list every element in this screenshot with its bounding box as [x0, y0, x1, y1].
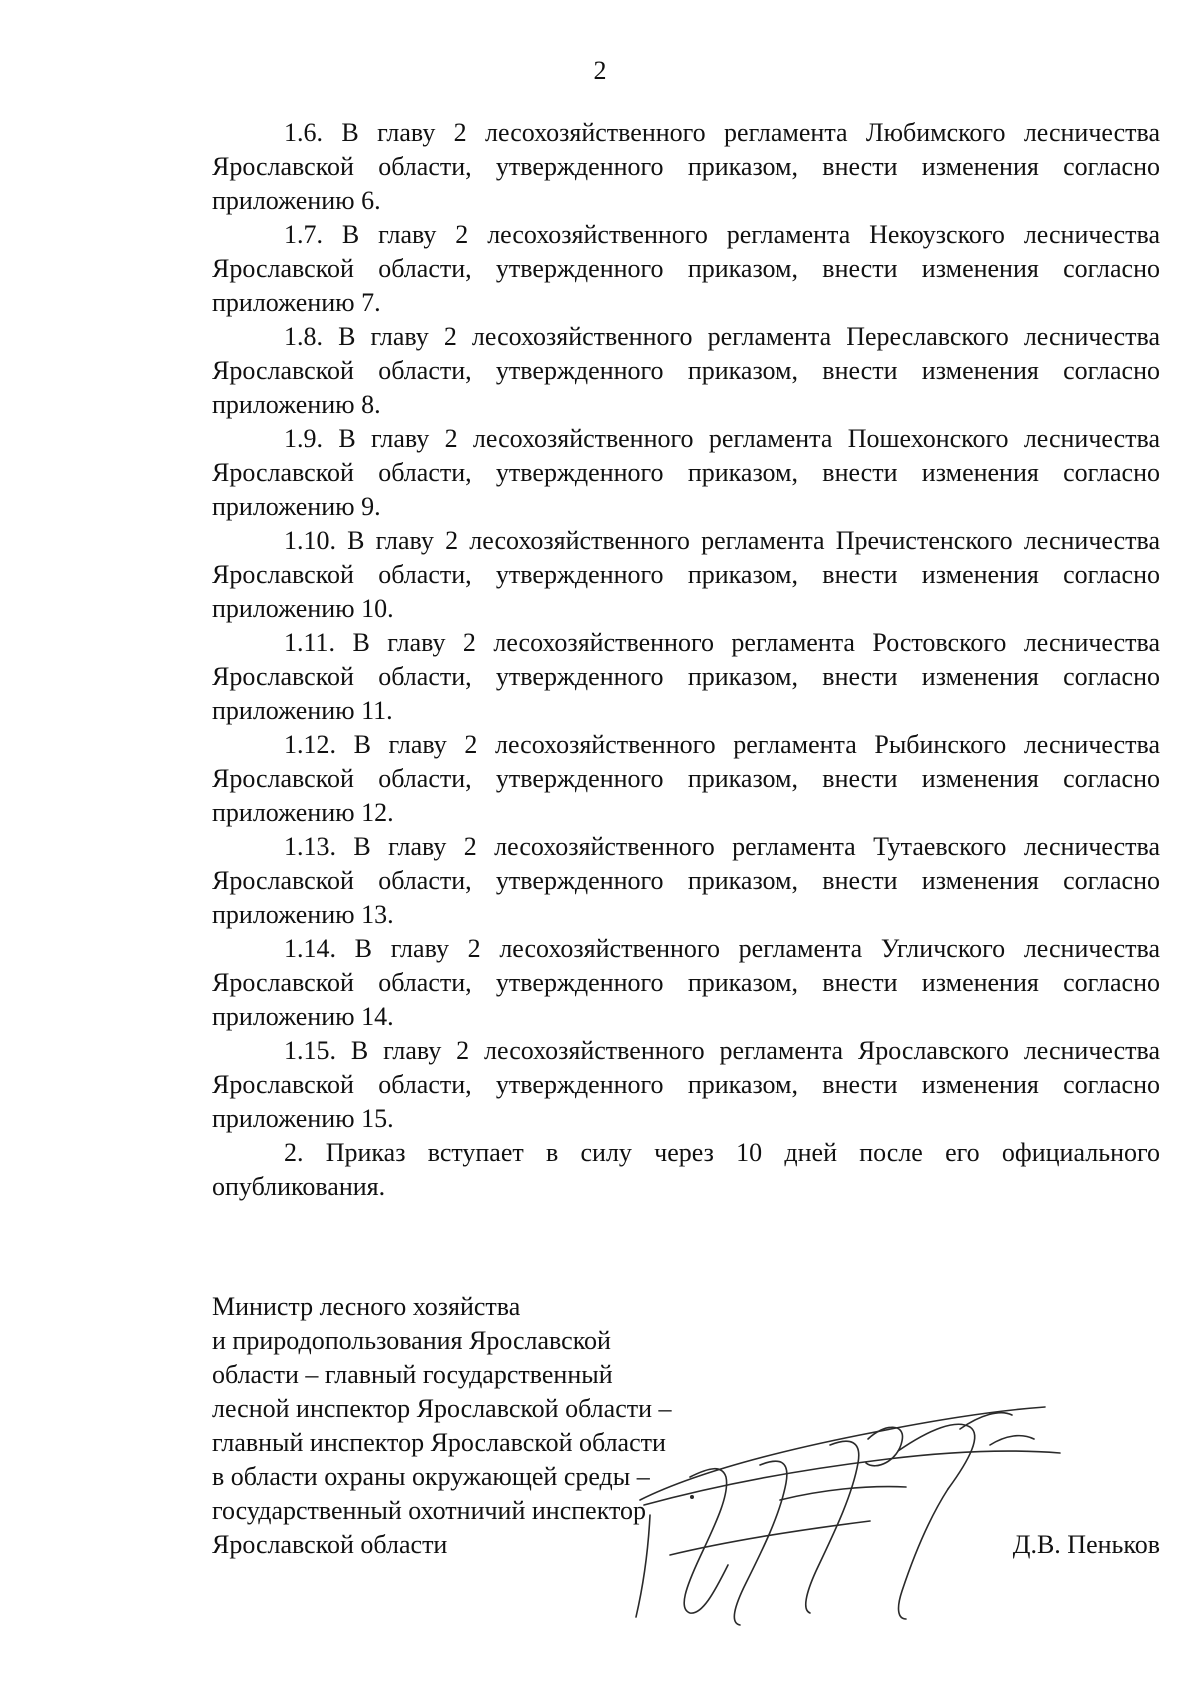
page-number: 2 [593, 56, 607, 85]
paragraph-1-9: 1.9. В главу 2 лесохозяйственного регламента Пошехонского лесничества Ярославской области, утвержденного приказом, внести изменения согласно приложению 9. [212, 424, 1160, 521]
paragraph-2: 2. Приказ вступает в силу через 10 дней после его официального опубликования. [212, 1138, 1160, 1201]
paragraph-1-15: 1.15. В главу 2 лесохозяйственного регламента Ярославского лесничества Ярославской области, утвержденного приказом, внести изменения согласно приложению 15. [212, 1036, 1160, 1133]
handwritten-signature [630, 1405, 1100, 1635]
document-body [212, 116, 1160, 1204]
signer-name: Д.В. Пеньков [1012, 1530, 1160, 1559]
paragraph-1-10: 1.10. В главу 2 лесохозяйственного регламента Пречистенского лесничества Ярославской области, утвержденного приказом, внести изменения согласно приложению 10. [212, 526, 1160, 623]
paragraph-1-6: 1.6. В главу 2 лесохозяйственного регламента Любимского лесничества Ярославской области, утвержденного приказом, внести изменения согласно приложению 6. [212, 118, 1160, 215]
paragraph-1-11: 1.11. В главу 2 лесохозяйственного регламента Ростовского лесничества Ярославской области, утвержденного приказом, внести изменения согласно приложению 11. [212, 628, 1160, 725]
paragraph-1-13: 1.13. В главу 2 лесохозяйственного регламента Тутаевского лесничества Ярославской области, утвержденного приказом, внести изменения согласно приложению 13. [212, 832, 1160, 929]
paragraph-1-8: 1.8. В главу 2 лесохозяйственного регламента Переславского лесничества Ярославской области, утвержденного приказом, внести изменения согласно приложению 8. [212, 322, 1160, 419]
paragraph-1-7: 1.7. В главу 2 лесохозяйственного регламента Некоузского лесничества Ярославской области, утвержденного приказом, внести изменения согласно приложению 7. [212, 220, 1160, 317]
paragraph-1-12: 1.12. В главу 2 лесохозяйственного регламента Рыбинского лесничества Ярославской области, утвержденного приказом, внести изменения согласно приложению 12. [212, 730, 1160, 827]
paragraph-1-14: 1.14. В главу 2 лесохозяйственного регламента Угличского лесничества Ярославской области, утвержденного приказом, внести изменения согласно приложению 14. [212, 934, 1160, 1031]
signer-position-title: Министр лесного хозяйства и природопользования Ярославской области – главный государственный лесной инспектор Ярославской области – главный инспектор Ярославской области в области охраны окружающей среды – государственный охотничий инспектор Ярославской области [212, 1292, 672, 1559]
